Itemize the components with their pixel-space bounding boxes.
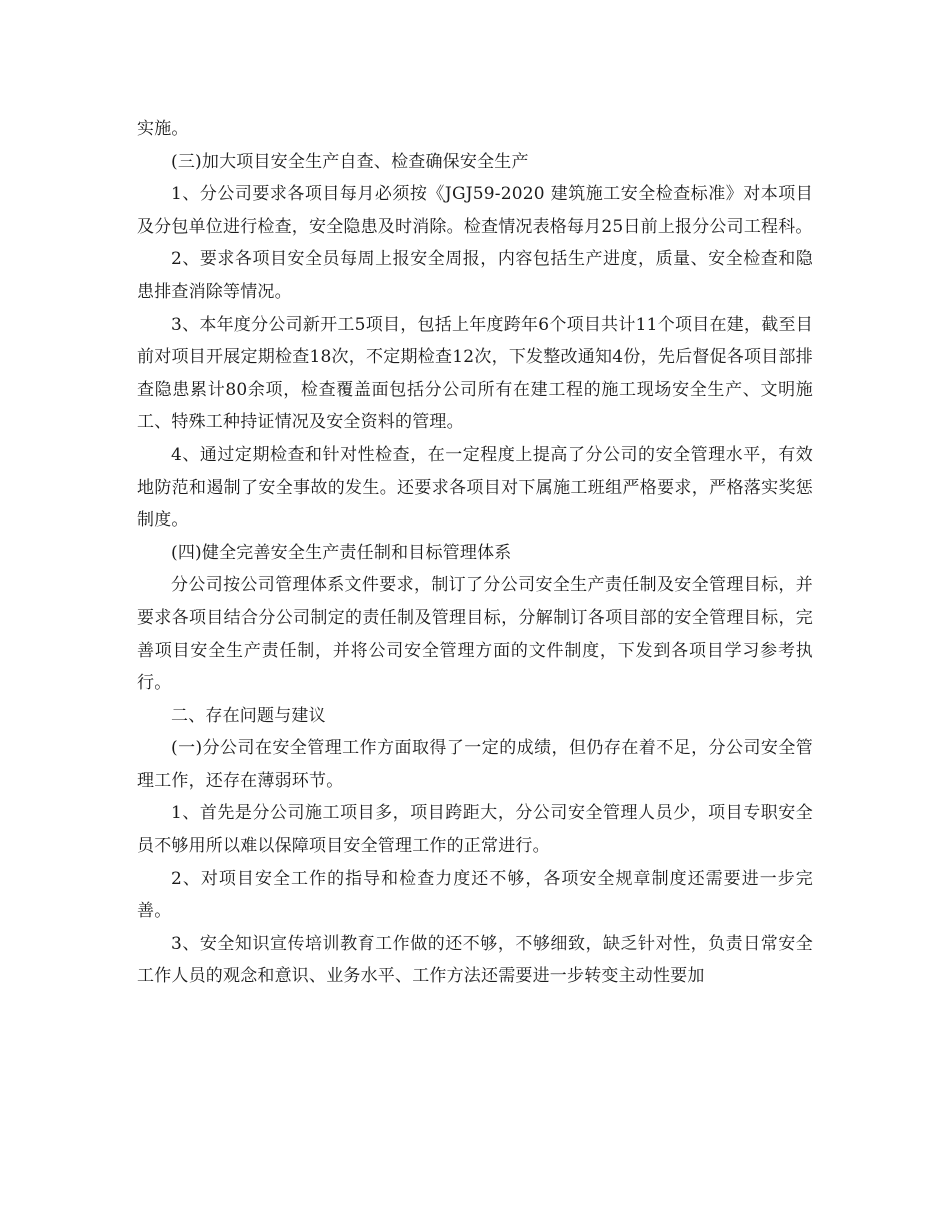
- problem-item-1: 1、首先是分公司施工项目多，项目跨距大，分公司安全管理人员少，项目专职安全员不够用所以难以保障项目安全管理工作的正常进行。: [137, 803, 813, 857]
- paragraph-item-3: 3、本年度分公司新开工5项目，包括上年度跨年6个项目共计11个项目在建，截至目前对项目开展定期检查18次，不定期检查12次，下发整改通知4份，先后督促各项目部排查隐患累计80余项，检查覆盖面包括分公司所有在建工程的施工现场安全生产、文明施工、特殊工种持证情况及安全资料的管理。: [137, 314, 813, 433]
- section-heading-4: (四)健全完善安全生产责任制和目标管理体系: [171, 542, 512, 563]
- chapter-heading-2: 二、存在问题与建议: [171, 705, 326, 726]
- problem-item-3: 3、安全知识宣传培训教育工作做的还不够，不够细致，缺乏针对性，负责日常安全工作人员的观念和意识、业务水平、工作方法还需要进一步转变主动性要加: [137, 933, 813, 987]
- problem-item-2: 2、对项目安全工作的指导和检查力度还不够，各项安全规章制度还需要进一步完善。: [137, 868, 813, 922]
- section-heading-3: (三)加大项目安全生产自查、检查确保安全生产: [171, 151, 529, 172]
- paragraph-item-1: 1、分公司要求各项目每月必须按《JGJ59-2020 建筑施工安全检查标准》对本项目及分包单位进行检查，安全隐患及时消除。检查情况表格每月25日前上报分公司工程科。: [137, 184, 813, 237]
- section-heading-1: (一)分公司在安全管理工作方面取得了一定的成绩，但仍存在着不足，分公司安全管理工作，还存在薄弱环节。: [137, 738, 813, 791]
- paragraph-responsibility: 分公司按公司管理体系文件要求，制订了分公司安全生产责任制及安全管理目标，并要求各项目结合分公司制定的责任制及管理目标，分解制订各项目部的安全管理目标，完善项目安全生产责任制，并将公司安全管理方面的文件制度，下发到各项目学习参考执行。: [137, 575, 813, 694]
- paragraph-continuation: 实施。: [137, 119, 189, 139]
- document-body: [137, 113, 813, 993]
- paragraph-item-2: 2、要求各项目安全员每周上报安全周报，内容包括生产进度，质量、安全检查和隐患排查消除等情况。: [137, 249, 813, 302]
- paragraph-item-4: 4、通过定期检查和针对性检查，在一定程度上提高了分公司的安全管理水平，有效地防范和遏制了安全事故的发生。还要求各项目对下属施工班组严格要求，严格落实奖惩制度。: [137, 444, 813, 531]
